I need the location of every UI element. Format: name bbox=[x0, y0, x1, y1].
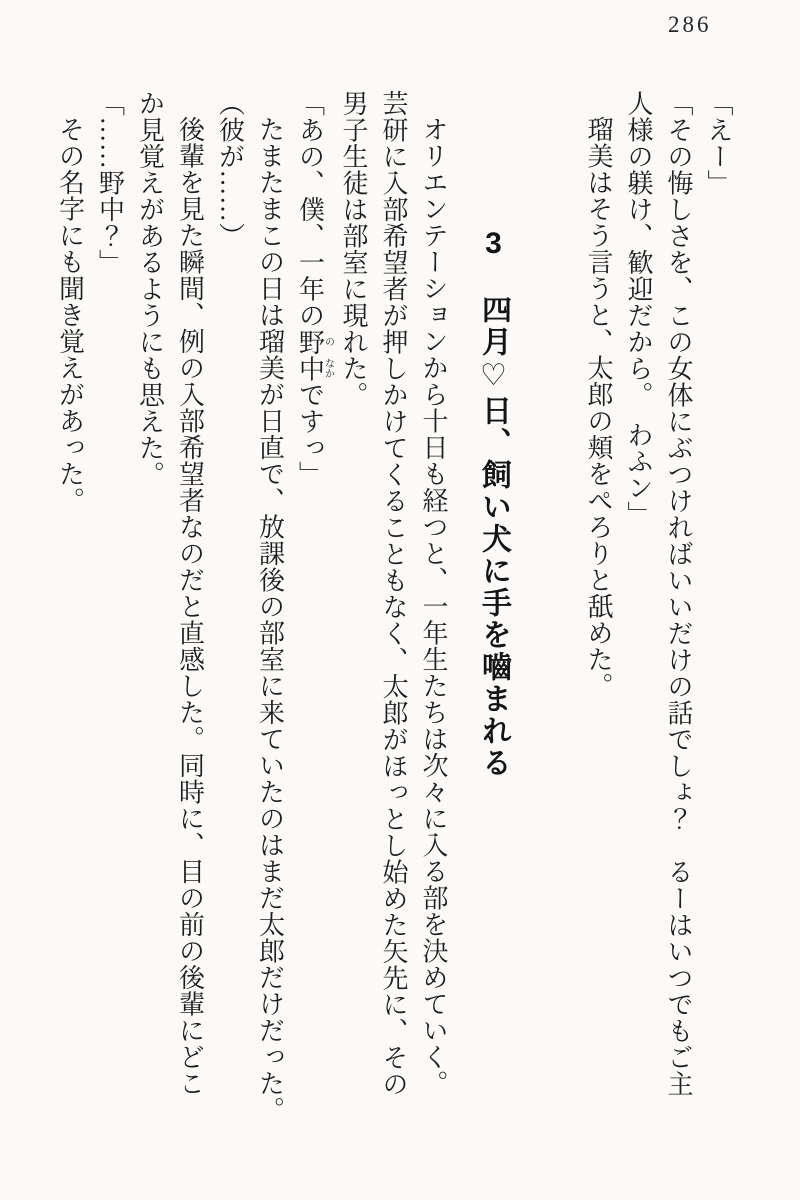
dialogue-text: ですっ」 bbox=[295, 381, 325, 488]
narration-line: 芸研に入部希望者が押しかけてくることもなく、太郎がほっとし始めた矢先に、その bbox=[379, 90, 408, 1097]
chapter-heading: 3 四月♡日、飼い犬に手を嚙まれる bbox=[477, 227, 510, 779]
narration-line: か見覚えがあるようにも思えた。 bbox=[135, 90, 165, 488]
dialogue-line: 人様の躾け、歓迎だから。 わふン」 bbox=[624, 90, 653, 528]
narration-line: たまたまこの日は瑠美が日直で、放課後の部室に来ていたのはまだ太郎だけだった。 bbox=[255, 116, 285, 1123]
ruby-annotation bbox=[295, 328, 334, 382]
dialogue-line: 「その悔しさを、この女体にぶつければいいだけの話でしょ？ るーはいつでもご主 bbox=[664, 90, 693, 1097]
narration-line: その名字にも聞き覚えがあった。 bbox=[55, 116, 85, 514]
text-body bbox=[50, 90, 739, 1178]
dialogue-text: 「あの、僕、一年の bbox=[295, 90, 325, 329]
page-number: 286 bbox=[668, 12, 712, 37]
narration-line: 男子生徒は部室に現れた。 bbox=[339, 90, 368, 408]
dialogue-line: 「……野中？」 bbox=[95, 90, 125, 276]
furigana: なか bbox=[322, 355, 334, 382]
dialogue-line: 「えー」 bbox=[704, 90, 733, 196]
narration-line: 後輩を見た瞬間、例の入部希望者なのだと直感した。同時に、目の前の後輩にどこ bbox=[175, 116, 205, 1097]
thought-line: （彼が……） bbox=[215, 90, 245, 249]
narration-line: オリエンテーションから十日も経つと、一年生たちは次々に入る部を決めていく。 bbox=[419, 116, 448, 1097]
ruby-base: 中 bbox=[295, 355, 325, 382]
ruby-base: 野 bbox=[295, 328, 325, 355]
furigana: の bbox=[322, 328, 334, 355]
narration-line: 瑠美はそう言うと、太郎の頬をぺろりと舐めた。 bbox=[584, 116, 613, 699]
dialogue-line-with-ruby bbox=[290, 90, 334, 1178]
